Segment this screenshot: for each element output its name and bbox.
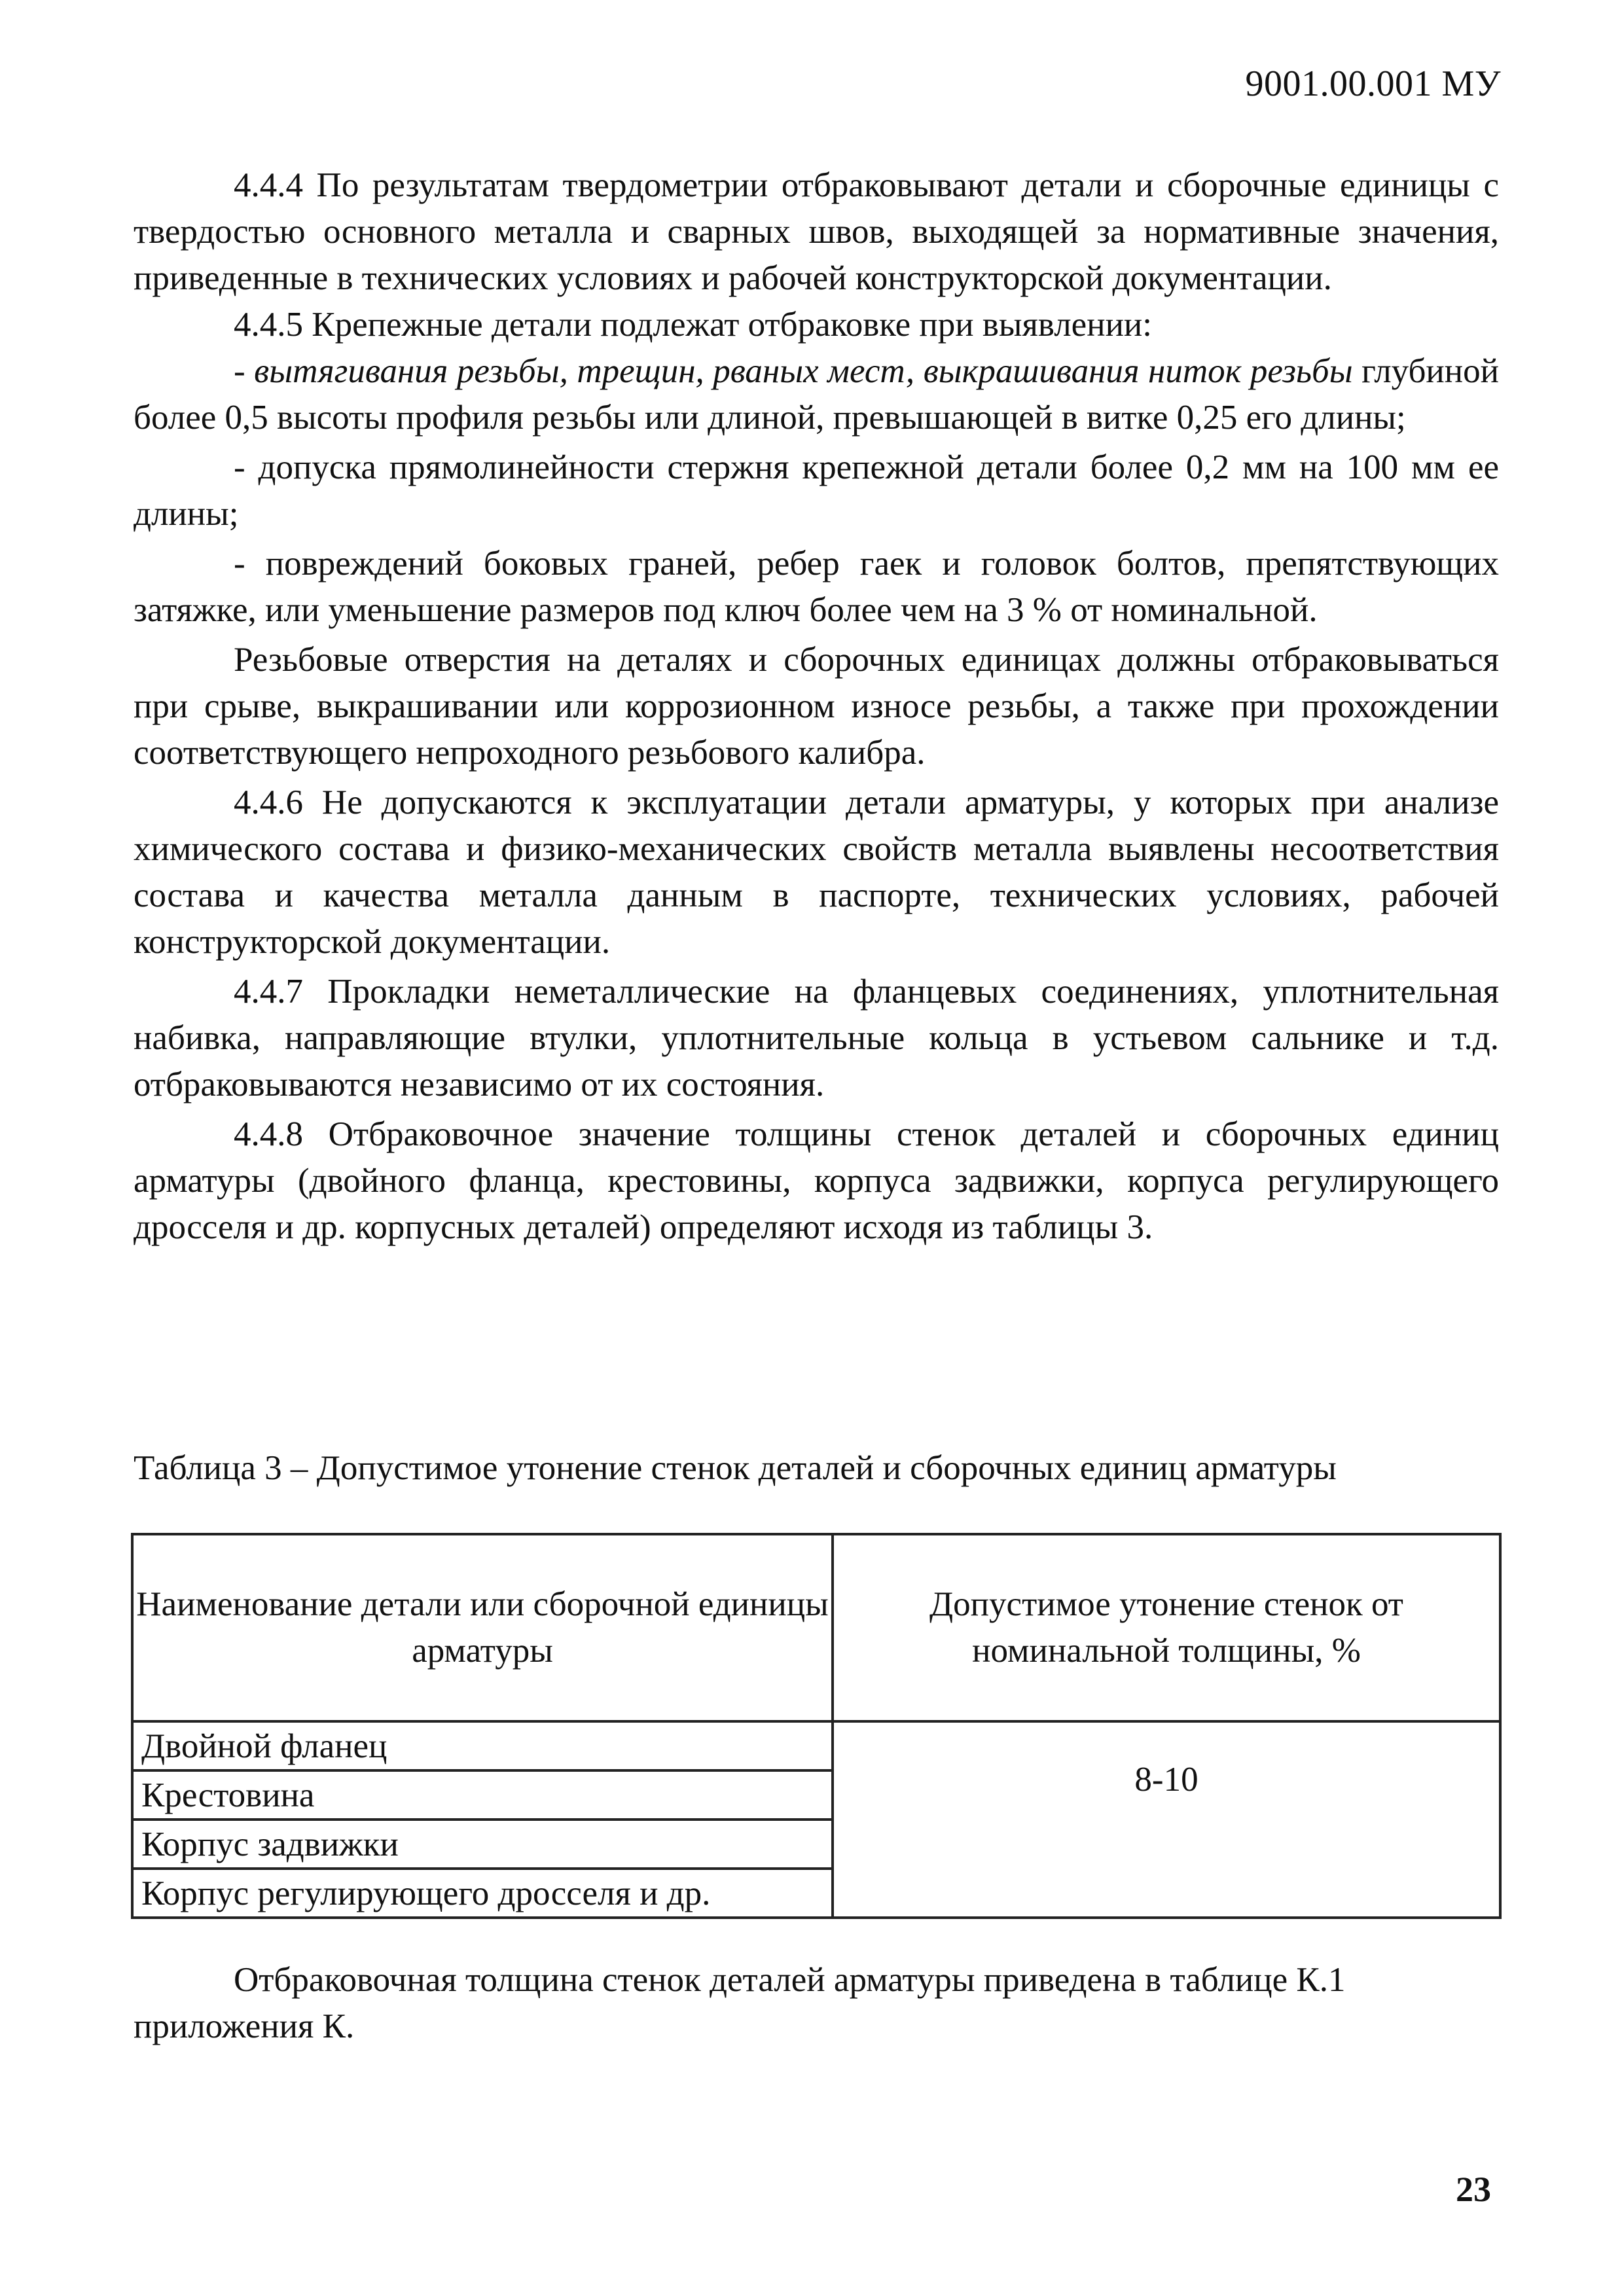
table-caption: Таблица 3 – Допустимое утонение стенок деталей и сборочных единиц арматуры xyxy=(134,1449,1337,1487)
closing-note xyxy=(134,1957,1499,2050)
fastener-defect-straightness: - допуска прямолинейности стержня крепежной детали более 0,2 мм на 100 мм ее длины; xyxy=(134,448,1499,533)
wall-thinning-table xyxy=(131,1533,1502,1919)
body-text xyxy=(134,162,1499,1251)
table-cell-part: Крестовина xyxy=(132,1770,833,1820)
table-header-part-name: Наименование детали или сборочной единицы арматуры xyxy=(132,1534,833,1721)
paragraph-4-4-8: 4.4.8 Отбраковочное значение толщины стенок деталей и сборочных единиц арматуры (двойного фланца, крестовины, корпуса задвижки, корпуса регулирующего дросселя и др. корпусных деталей) определяют исходя из таблицы 3. xyxy=(134,1115,1499,1246)
paragraph-4-4-6: 4.4.6 Не допускаются к эксплуатации детали арматуры, у которых при анализе химического состава и физико-механических свойств металла выявлены несоответствия состава и качества металла данным в паспорте, технических условиях, рабочей конструкторской документации. xyxy=(134,783,1499,961)
fastener-defect-damage: - повреждений боковых граней, ребер гаек и головок болтов, препятствующих затяжке, или уменьшение размеров под ключ более чем на 3 % от номинальной. xyxy=(134,545,1499,629)
paragraph-4-4-5: 4.4.5 Крепежные детали подлежат отбраковке при выявлении: xyxy=(234,306,1153,344)
paragraph-4-4-7: 4.4.7 Прокладки неметаллические на фланцевых соединениях, уплотнительная набивка, направляющие втулки, уплотнительные кольца в устьевом сальнике и т.д. отбраковываются независимо от их состояния. xyxy=(134,973,1499,1103)
table-cell-part: Корпус задвижки xyxy=(132,1820,833,1869)
paragraph-4-4-4: 4.4.4 По результатам твердометрии отбраковывают детали и сборочные единицы с твердостью основного металла и сварных швов, выходящей за нормативные значения, приведенные в технических условиях и рабочей конструкторской документации. xyxy=(134,166,1499,297)
table-cell-part: Двойной фланец xyxy=(132,1721,833,1770)
fastener-defect-thread-italic: - вытягивания резьбы, трещин, рваных мест, выкрашивания ниток резьбы xyxy=(234,352,1353,390)
table-header-row xyxy=(132,1534,1500,1721)
table-header-allowed-thinning: Допустимое утонение стенок от номинальной толщины, % xyxy=(833,1534,1500,1721)
table-row xyxy=(132,1721,1500,1770)
closing-paragraph: Отбраковочная толщина стенок деталей арматуры приведена в таблице К.1 приложения К. xyxy=(134,1961,1346,2045)
document-code: 9001.00.001 МУ xyxy=(1245,63,1501,104)
table-cell-thinning-value: 8-10 xyxy=(833,1721,1500,1918)
table-cell-part: Корпус регулирующего дросселя и др. xyxy=(132,1869,833,1918)
fastener-defect-thread-rest: глубиной более 0,5 высоты профиля резьбы или длиной, превышающей в витке 0,25 его длины; xyxy=(134,352,1499,437)
fastener-defect-thread xyxy=(134,348,1499,441)
page-number: 23 xyxy=(1456,2170,1491,2209)
threaded-holes-paragraph: Резьбовые отверстия на деталях и сборочных единицах должны отбраковываться при срыве, выкрашивании или коррозионном износе резьбы, а также при прохождении соответствующего непроходного резьбового калибра. xyxy=(134,641,1499,772)
